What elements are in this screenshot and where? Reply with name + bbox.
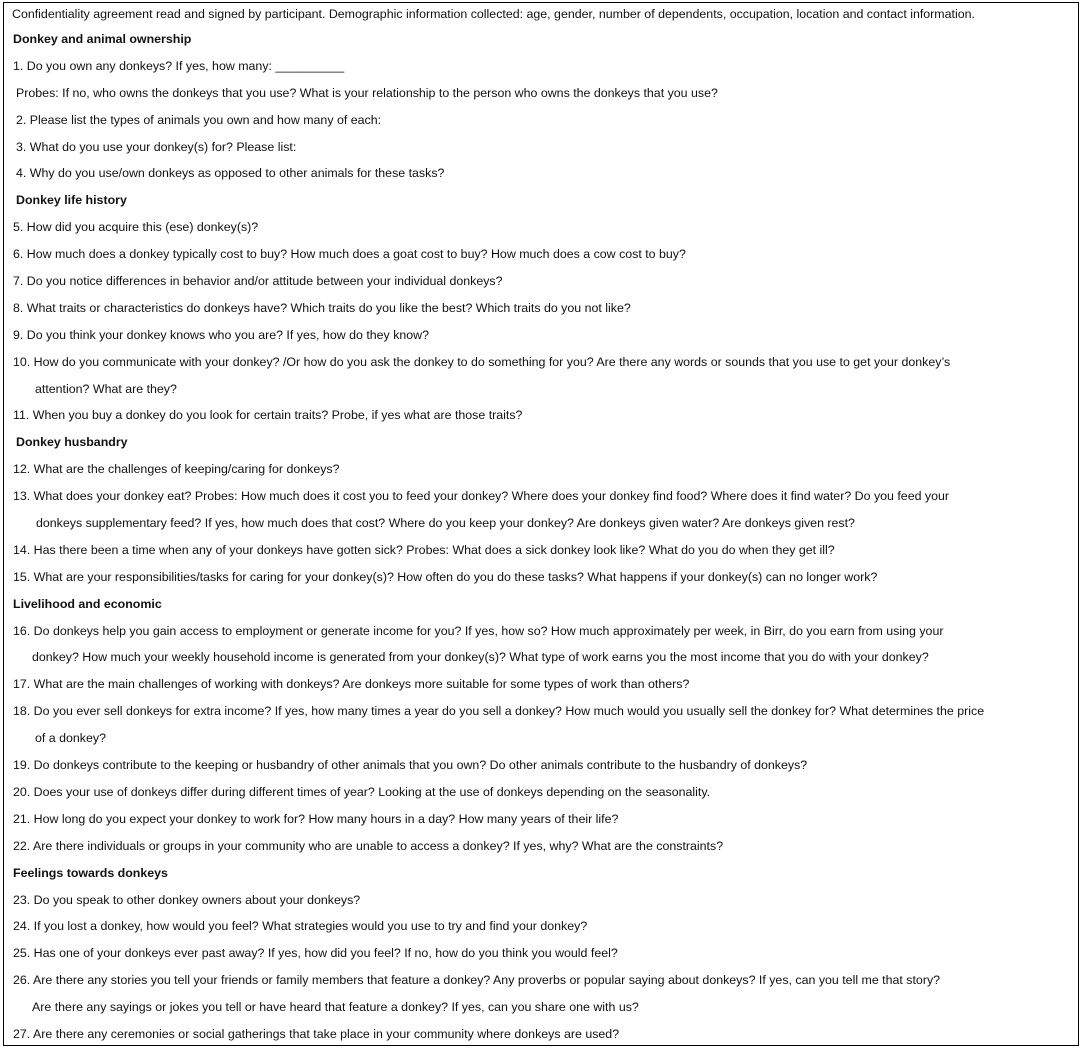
section-heading: Livelihood and economic [13, 596, 162, 611]
intro-text: Confidentiality agreement read and signed by participant. Demographic information collected: age, gender, number of dependents, occupation, location and contact information. [12, 7, 975, 21]
question-line: 7. Do you notice differences in behavior and/or attitude between your individual donkeys? [13, 274, 503, 289]
question-line: donkeys supplementary feed? If yes, how much does that cost? Where do you keep your donkey? Are donkeys given water? Are donkeys given rest? [36, 516, 855, 531]
question-line: 5. How did you acquire this (ese) donkey(s)? [13, 220, 259, 235]
question-line: 25. Has one of your donkeys ever past away? If yes, how did you feel? If no, how do you think you would feel? [13, 946, 618, 961]
question-line: 3. What do you use your donkey(s) for? Please list: [16, 139, 297, 154]
question-line: 17. What are the main challenges of working with donkeys? Are donkeys more suitable for some types of work than others? [13, 677, 690, 692]
question-line: 16. Do donkeys help you gain access to employment or generate income for you? If yes, how so? How much approximately per week, in Birr, do you earn from using your [13, 623, 944, 638]
question-line: 13. What does your donkey eat? Probes: How much does it cost you to feed your donkey? Where does your donkey find food? Where does it find water? Do you feed your [13, 489, 950, 504]
question-line: 19. Do donkeys contribute to the keeping or husbandry of other animals that you own? Do other animals contribute to the husbandry of donkeys? [13, 758, 808, 773]
question-line: 2. Please list the types of animals you own and how many of each: [16, 112, 382, 127]
question-line: of a donkey? [35, 731, 106, 746]
question-line: 14. Has there been a time when any of your donkeys have gotten sick? Probes: What does a sick donkey look like? What do you do when they get ill? [13, 542, 835, 557]
question-line: 24. If you lost a donkey, how would you feel? What strategies would you use to try and find your donkey? [13, 919, 588, 934]
question-line: 1. Do you own any donkeys? If yes, how many: __________ [13, 58, 345, 73]
question-line: 22. Are there individuals or groups in your community who are unable to access a donkey? If yes, why? What are the constraints? [13, 838, 724, 853]
question-line: 26. Are there any stories you tell your friends or family members that feature a donkey? Any proverbs or popular saying about donkeys? If yes, can you tell me that story? [13, 973, 941, 988]
section-heading: Feelings towards donkeys [13, 865, 168, 880]
question-line: 4. Why do you use/own donkeys as opposed to other animals for these tasks? [16, 166, 445, 181]
question-line: Are there any sayings or jokes you tell or have heard that feature a donkey? If yes, can you share one with us? [32, 1000, 639, 1015]
question-line: 8. What traits or characteristics do donkeys have? Which traits do you like the best? Which traits do you not like? [13, 300, 631, 315]
question-line: 9. Do you think your donkey knows who you are? If yes, how do they know? [13, 327, 430, 342]
question-line: donkey? How much your weekly household income is generated from your donkey(s)? What type of work earns you the most income that you do with your donkey? [32, 650, 929, 665]
question-line: 27. Are there any ceremonies or social gatherings that take place in your community where donkeys are used? [13, 1026, 620, 1041]
interview-guide-box [3, 2, 1079, 1046]
question-line: 10. How do you communicate with your donkey? /Or how do you ask the donkey to do something for you? Are there any words or sounds that you use to get your donkey’s [13, 354, 951, 369]
section-heading: Donkey husbandry [16, 435, 128, 450]
question-line: 15. What are your responsibilities/tasks for caring for your donkey(s)? How often do you do these tasks? What happens if your donkey(s) can no longer work? [13, 569, 878, 584]
question-line: 6. How much does a donkey typically cost to buy? How much does a goat cost to buy? How much does a cow cost to buy? [13, 247, 686, 262]
question-line: 23. Do you speak to other donkey owners about your donkeys? [13, 892, 361, 907]
question-line: 11. When you buy a donkey do you look for certain traits? Probe, if yes what are those traits? [13, 408, 523, 423]
question-line: 12. What are the challenges of keeping/caring for donkeys? [13, 462, 340, 477]
question-line: 21. How long do you expect your donkey to work for? How many hours in a day? How many years of their life? [13, 811, 619, 826]
question-line: 20. Does your use of donkeys differ during different times of year? Looking at the use of donkeys depending on the seasonality. [13, 784, 711, 799]
question-line: Probes: If no, who owns the donkeys that you use? What is your relationship to the person who owns the donkeys that you use? [16, 85, 718, 100]
question-list [4, 29, 1078, 1051]
section-heading: Donkey and animal ownership [13, 32, 192, 46]
question-line: attention? What are they? [35, 381, 177, 396]
question-line: 18. Do you ever sell donkeys for extra income? If yes, how many times a year do you sell a donkey? How much would you usually sell the donkey for? What determines the price [13, 704, 985, 719]
section-heading: Donkey life history [16, 193, 127, 208]
